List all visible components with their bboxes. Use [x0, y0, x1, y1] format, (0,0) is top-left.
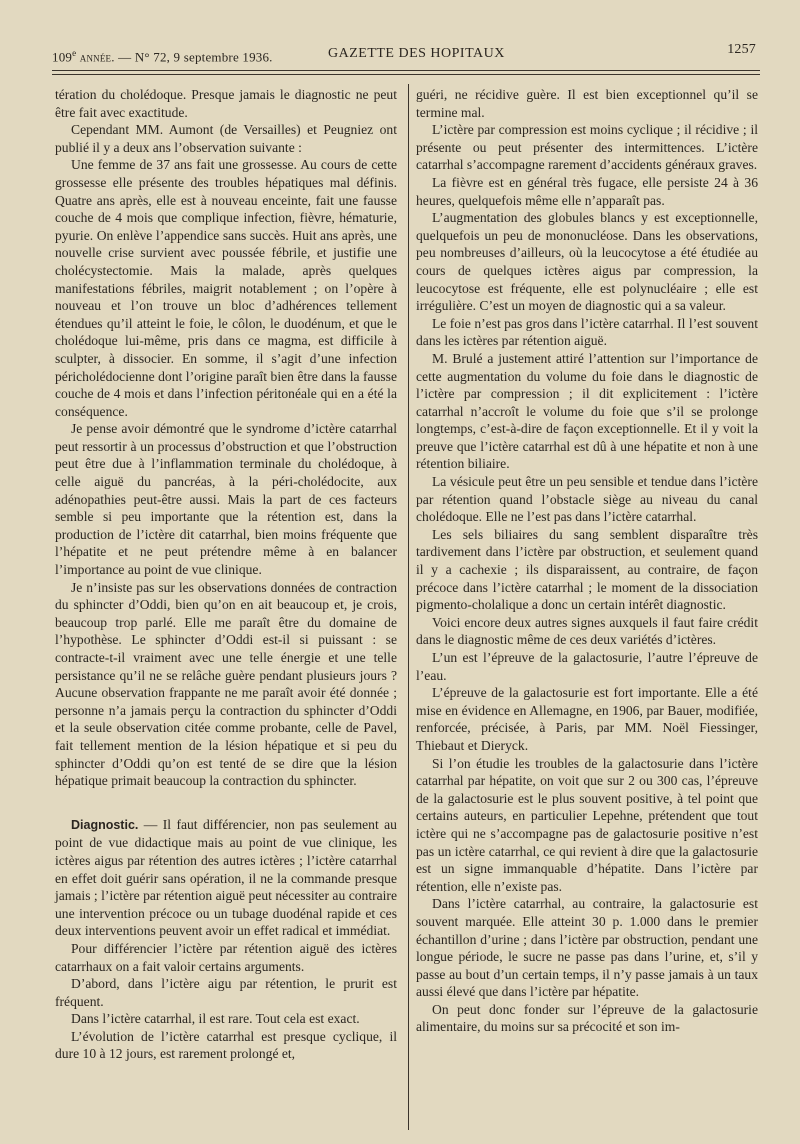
paragraph: Pour différencier l’ictère par rétention aiguë des ictères catarrhaux on a fait valoir certains arguments. [55, 940, 397, 974]
paragraph: La vésicule peut être un peu sensible et tendue dans l’ictère par rétention quand l’obstacle siège au niveau du canal cholédoque. Elle ne l’est pas dans l’ictère catarrhal. [416, 474, 758, 525]
journal-title: GAZETTE DES HOPITAUX [328, 46, 505, 61]
header-rule-thin [52, 74, 760, 75]
paragraph: La fièvre est en général très fugace, elle persiste 24 à 36 heures, quelquefois même elle n’apparaît pas. [416, 174, 758, 208]
issue-info: 109e année. — N° 72, 9 septembre 1936. [52, 48, 273, 65]
paragraph: Dans l’ictère catarrhal, au contraire, la galactosurie est souvent marquée. Elle atteint 30 p. 1.000 dans le premier échantillon d’urine ; dans l’ictère par obstruction, pendant une longue période, le sucre ne passe pas dans l’urine, et, s’il y passe au bout d’un certain temps, il n’y passe jamais à un taux aussi élevé que dans l’ictère par hépatite. [416, 896, 758, 1000]
paragraph: Je pense avoir démontré que le syndrome d’ictère catarrhal peut ressortir à un processus d’obstruction et que l’obstruction peut être due à l’inflammation terminale du cholédoque, à celle aiguë du pancréas, à la péri-cholédocite, aux adénopathies peut-être aussi. Mais la part de ces facteurs semble si peu importante que la rétention est, dans la production de l’ictère dit catarrhal, bien moins fréquente que l’hépatite et ne peut prétendre même à en balancer l’importance au point de vue clinique. [55, 421, 397, 578]
left-column [55, 86, 397, 1063]
column-divider [408, 84, 409, 1130]
paragraph: M. Brulé a justement attiré l’attention sur l’importance de cette augmentation du volume du foie dans le diagnostic de l’ictère par compression ; il dit explicitement : l’ictère catarrhal n’accroît le volume du foie que s’il se prolonge longtemps, c’est-à-dire de façon exceptionnelle. Et il y voit la preuve que l’ictère catarrhal est dû à une hépatite et non à une rétention biliaire. [416, 350, 758, 472]
paragraph: L’ictère par compression est moins cyclique ; il récidive ; il présente ou peut présenter des intermittences. L’ictère catarrhal s’accompagne rarement d’accidents généraux graves. [416, 122, 758, 173]
paragraph: tération du cholédoque. Presque jamais le diagnostic ne peut être fait avec exactitude. [55, 87, 397, 120]
paragraph: Si l’on étudie les troubles de la galactosurie dans l’ictère catarrhal par hépatite, on voit que sur 2 ou 300 cas, l’épreuve de la galactosurie est le plus souvent positive, à tel point que certains auteurs, en particulier Lepehne, prétendent que tout ictère qui ne s’accompagne pas de galactosurie positive n’est pas un ictère catarrhal, ce qui revient à dire que la galactosurie est un signe immanquable d’hépatite. Dans l’ictère par rétention, elle n’existe pas. [416, 755, 758, 894]
paragraph: Le foie n’est pas gros dans l’ictère catarrhal. Il l’est souvent dans les ictères par rétention aiguë. [416, 315, 758, 349]
section-heading: Diagnostic. [71, 817, 139, 832]
diagnostic-paragraph [55, 816, 397, 940]
paragraph: Voici encore deux autres signes auxquels il faut faire crédit dans le diagnostic même de ces deux variétés d’ictères. [416, 614, 758, 648]
paragraph: L’évolution de l’ictère catarrhal est presque cyclique, il dure 10 à 12 jours, est rarement prolongé et, [55, 1028, 397, 1062]
paragraph: Dans l’ictère catarrhal, il est rare. Tout cela est exact. [71, 1011, 360, 1027]
paragraph: L’épreuve de la galactosurie est fort importante. Elle a été mise en évidence en Allemagne, en 1906, par Bauer, modifiée, renforcée, précisée, à Paris, par MM. Noël Fiessinger, Thiebaut et Dieryck. [416, 685, 758, 753]
right-column [416, 86, 758, 1036]
paragraph: D’abord, dans l’ictère aigu par rétention, le prurit est fréquent. [55, 976, 397, 1009]
page-header [52, 42, 756, 68]
paragraph: On peut donc fonder sur l’épreuve de la galactosurie alimentaire, du moins sur sa précocité et son im- [416, 1001, 758, 1035]
paragraph: Cependant MM. Aumont (de Versailles) et Peugniez ont publié il y a deux ans l’observation suivante : [55, 122, 397, 155]
paragraph: Une femme de 37 ans fait une grossesse. Au cours de cette grossesse elle présente des troubles hépatiques mal définis. Quatre ans après, elle est à nouveau enceinte, fait une fausse couche de 4 mois que complique infection, fièvre, hématurie, pyurie. On enlève l’appendice sans succès. Huit ans après, une nouvelle crise survient avec poussée fébrile, et justifie une cholécystectomie. Mais la malade, après quelques manifestations fébriles, maigrit notablement ; on l’opère à nouveau et l’on trouve un bloc d’adhérences tellement étendues qu’il atteint le foie, le côlon, le duodénum, et que le cholédoque lui-même, pris dans ce magma, est difficile à sculpter, à dissocier. En somme, il s’agit d’une infection péricholédocienne dont l’origine paraît bien être dans la fausse couche de 4 mois et dans l’infection péritonéale qui en a été la conséquence. [55, 157, 397, 419]
page-number: 1257 [727, 42, 756, 57]
paragraph: Les sels biliaires du sang semblent disparaître très tardivement dans l’ictère par obstruction, et seulement quand il y a cachexie ; ils disparaissent, au contraire, de façon précoce dans l’ictère catarrhal ; le moment de la dissociation pigmento-cholalique a donc un certain intérêt diagnostic. [416, 526, 758, 613]
paragraph: L’un est l’épreuve de la galactosurie, l’autre l’épreuve de l’eau. [416, 650, 758, 683]
paragraph: guéri, ne récidive guère. Il est bien exceptionnel qu’il se termine mal. [416, 87, 758, 120]
header-rule [52, 70, 760, 71]
paragraph-text: — Il faut différencier, non pas seulement au point de vue didactique mais au point de vue clinique, les ictères aigus par rétention des autres ictères ; l’ictère catarrhal en effet doit guérir sans opération, il ne la commande presque jamais ; l’ictère par rétention aiguë peut nécessiter au contraire une intervention précoce ou un tubage duodénal rapide et ces deux interventions peuvent avoir un effet radical et immédiat. [55, 816, 397, 939]
paragraph: Je n’insiste pas sur les observations données de contraction du sphincter d’Oddi, bien qu’on en ait beaucoup et, je crois, beaucoup trop parlé. Elle me paraît être du domaine de l’hypothèse. Le sphincter d’Oddi est-il si puissant : se contracte-t-il vraiment avec une telle énergie et une telle persistance qu’il ne se relâche guère pendant plusieurs jours ? Aucune observation frappante ne me paraît avoir été donnée ; personne n’a jamais perçu la contraction du sphincter d’Oddi et la seule observation citée comme probante, celle de Pavel, fait tellement mention de la lésion hépatique et si peu du sphincter d’Oddi qu’on est tenté de se dire que la lésion hépatique primait beaucoup la contraction du sphincter. [55, 579, 397, 789]
paragraph: L’augmentation des globules blancs y est exceptionnelle, quelquefois un peu de mononucléose. Dans les observations, peu nombreuses d’ailleurs, où la leucocytose a été étudiée au cours de quelques ictères aigus par compression, la leucocytose est fréquente, elle est polynucléaire ; elle est irrégulière. C’est un moyen de diagnostic qui a sa valeur. [416, 210, 758, 314]
